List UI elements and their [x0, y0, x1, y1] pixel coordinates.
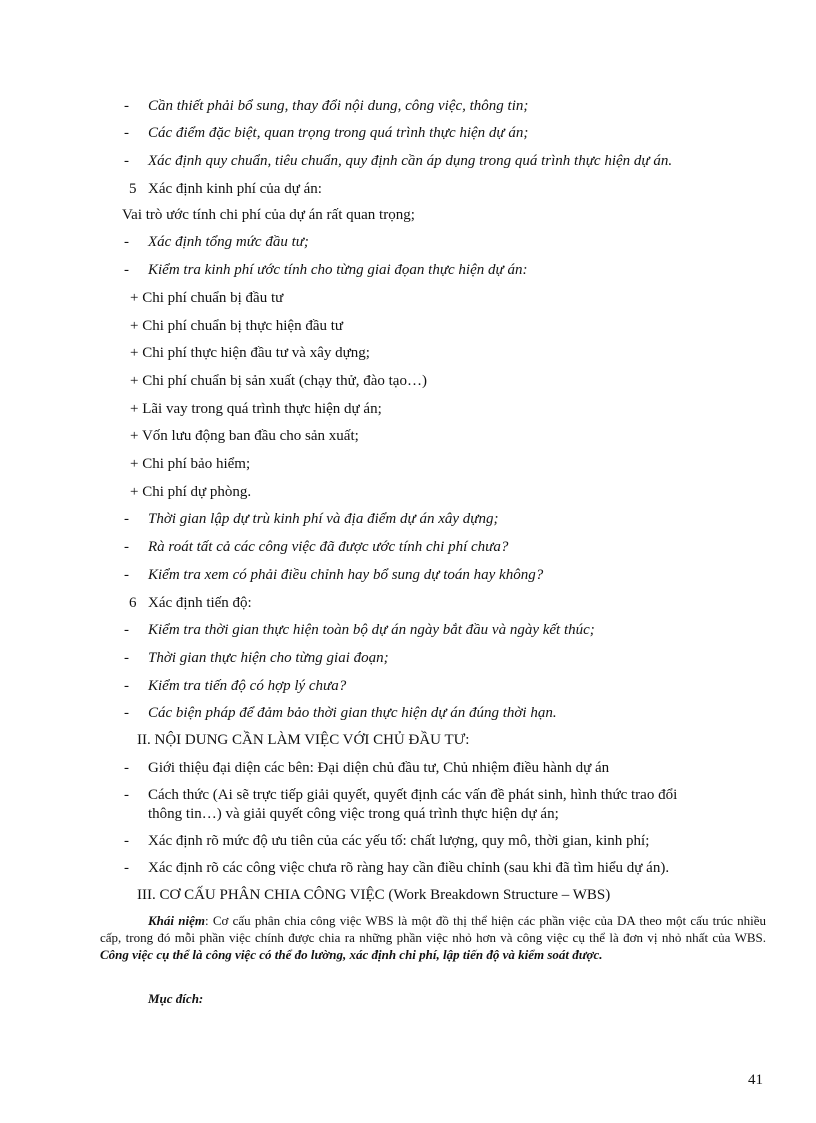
paragraph: Vai trò ước tính chi phí của dự án rất quan trọng; [122, 207, 415, 223]
dash: - [124, 262, 129, 278]
dash: - [124, 622, 129, 638]
section-heading-2: II. NỘI DUNG CẦN LÀM VIỆC VỚI CHỦ ĐẦU TƯ: [137, 732, 470, 748]
dash: - [124, 678, 129, 694]
dash: - [124, 567, 129, 583]
plus-item: + Chi phí thực hiện đầu tư và xây dựng; [130, 345, 370, 361]
dash: - [124, 539, 129, 555]
plus-item: + Chi phí bảo hiểm; [130, 456, 251, 472]
definition-text: : Cơ cấu phân chia công việc WBS là một đồ thị thể hiện các phần việc của DA theo một cấu trúc nhiều cấp, trong đó mỗi phần việc chính được chia ra những phần việc nhỏ hơn và công việc cụ thể là đơn vị nhỏ nhất của WBS. [100, 913, 766, 945]
bullet-continuation: thông tin…) và giải quyết công việc trong quá trình thực hiện dự án; [148, 806, 559, 822]
dash: - [124, 511, 129, 527]
plus-item: + Chi phí chuẩn bị thực hiện đầu tư [130, 318, 344, 334]
page-number: 41 [748, 1072, 763, 1088]
dash: - [124, 787, 129, 803]
dash: - [124, 833, 129, 849]
plus-item: + Vốn lưu động ban đầu cho sản xuất; [130, 428, 359, 444]
section-heading-3: III. CƠ CẤU PHÂN CHIA CÔNG VIỆC (Work Breakdown Structure – WBS) [137, 887, 611, 903]
dash: - [124, 860, 129, 876]
definition-paragraph [100, 912, 766, 963]
dash: - [124, 98, 129, 114]
dash: - [124, 760, 129, 776]
dash: - [124, 705, 129, 721]
plus-item: + Chi phí dự phòng. [130, 484, 252, 500]
dash: - [124, 650, 129, 666]
plus-item: + Chi phí chuẩn bị đầu tư [130, 290, 284, 306]
definition-bold: Công việc cụ thể là công việc có thể đo lường, xác định chi phí, lập tiến độ và kiểm soát được. [100, 947, 603, 962]
dash: - [124, 125, 129, 141]
purpose-label: Mục đích: [148, 991, 204, 1006]
plus-item: + Lãi vay trong quá trình thực hiện dự án; [130, 401, 382, 417]
dash: - [124, 234, 129, 250]
dash: - [124, 153, 129, 169]
plus-item: + Chi phí chuẩn bị sản xuất (chạy thử, đào tạo…) [130, 373, 427, 389]
definition-label: Khái niệm [148, 913, 205, 928]
